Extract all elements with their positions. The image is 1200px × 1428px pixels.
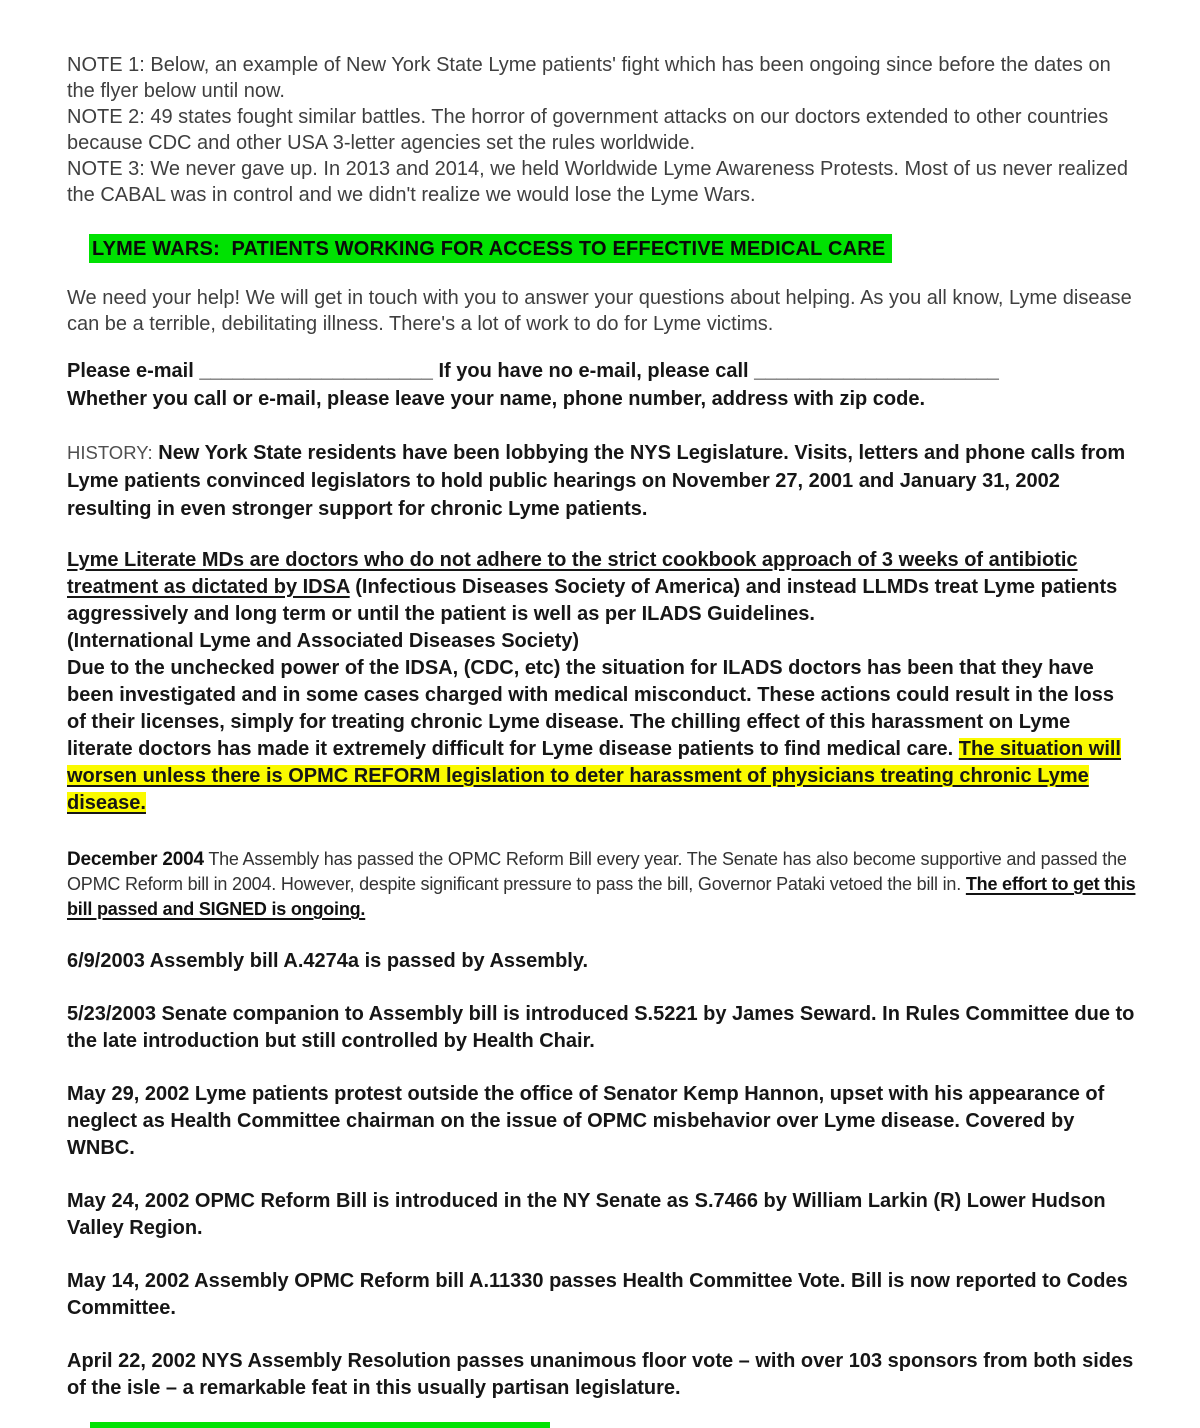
- history-paragraph: [67, 439, 1136, 523]
- timeline-text: Assembly bill A.4274a is passed by Assembly.: [144, 950, 589, 972]
- phone-blank-line: ______________________: [754, 360, 999, 382]
- timeline-entry-2003-05-23: [67, 1001, 1136, 1055]
- timeline-entry-2002-04-22: [67, 1348, 1136, 1402]
- timeline-date: 6/9/2003: [67, 950, 145, 972]
- history-text: New York State residents have been lobbying the NYS Legislature. Visits, letters and phone calls from Lyme patients convinced legislators to hold public hearings on November 27, 2001 and January 31, 2002 resulting in even stronger support for chronic Lyme patients.: [67, 442, 1126, 520]
- timeline-date: 5/23/2003: [67, 1003, 156, 1025]
- email-blank-line: _____________________: [199, 360, 433, 382]
- timeline-text: Lyme patients protest outside the office of Senator Kemp Hannon, upset with his appearance of neglect as Health Committee chairman on the issue of OPMC misbehavior over Lyme disease. Covered by WNBC.: [67, 1083, 1105, 1159]
- contact-line1-lead: Please e-mail: [67, 360, 200, 382]
- timeline-entry-2002-05-29: [67, 1081, 1136, 1162]
- history-label: HISTORY:: [67, 442, 153, 463]
- contact-line1-mid: If you have no e-mail, please call: [432, 360, 755, 382]
- opmc-highlighted-text: The situation will worsen unless there is OPMC REFORM legislation to deter harassment of physicians treating chronic Lyme disease.: [67, 738, 1121, 814]
- llmd-underlined-text: Lyme Literate MDs are doctors who do not adhere to the strict cookbook approach of 3 weeks of antibiotic treatment as dictated by IDSA: [67, 549, 1078, 598]
- timeline-text: OPMC Reform Bill is introduced in the NY Senate as S.7466 by William Larkin (R) Lower Hudson Valley Region.: [67, 1190, 1106, 1239]
- contact-line2: Whether you call or e-mail, please leave your name, phone number, address with zip code.: [67, 388, 926, 410]
- timeline-entry-2003-06-09: [67, 948, 1136, 975]
- llmd-paren-line: (International Lyme and Associated Diseases Society): [67, 630, 580, 652]
- note-paragraph-2: NOTE 2: 49 states fought similar battles. The horror of government attacks on our doctors extended to other countries because CDC and other USA 3-letter agencies set the rules worldwide.: [67, 106, 1109, 154]
- december-emphasis: The effort to get this bill passed and SIGNED is ongoing.: [67, 874, 1136, 919]
- timeline-date: May 29, 2002: [67, 1083, 190, 1105]
- notes-block: [67, 52, 1136, 208]
- timeline-text: Assembly OPMC Reform bill A.11330 passes Health Committee Vote. Bill is now reported to Codes Committee.: [67, 1270, 1128, 1319]
- headline-text: LYME WARS: PATIENTS WORKING FOR ACCESS TO EFFECTIVE MEDICAL CARE: [89, 234, 892, 263]
- contact-paragraph: [67, 357, 1136, 413]
- timeline-date: May 24, 2002: [67, 1190, 190, 1212]
- note-paragraph-1: NOTE 1: Below, an example of New York State Lyme patients' fight which has been ongoing since before the dates on the flyer below until now.: [67, 54, 1111, 102]
- timeline-entry-2002-05-14: [67, 1268, 1136, 1322]
- cutoff-green-highlight-strip: [90, 1422, 550, 1428]
- timeline-text: NYS Assembly Resolution passes unanimous floor vote – with over 103 sponsors from both sides of the isle – a remarkable feat in this usually partisan legislature.: [67, 1350, 1134, 1399]
- opmc-lead-text: Due to the unchecked power of the IDSA, (CDC, etc) the situation for ILADS doctors has been that they have been investigated and in some cases charged with medical misconduct. These actions could result in the loss of their licenses, simply for treating chronic Lyme disease. The chilling effect of this harassment on Lyme literate doctors has made it extremely difficult for Lyme disease patients to find medical care.: [67, 657, 1114, 760]
- headline-banner: [89, 234, 1136, 263]
- timeline-entry-2002-05-24: [67, 1188, 1136, 1242]
- december-date: December 2004: [67, 849, 204, 870]
- llmd-rest-text: (Infectious Diseases Society of America) and instead LLMDs treat Lyme patients aggressively and long term or until the patient is well as per ILADS Guidelines.: [67, 576, 1118, 625]
- intro-paragraph: We need your help! We will get in touch with you to answer your questions about helping. As you all know, Lyme disease can be a terrible, debilitating illness. There's a lot of work to do for Lyme victims.: [67, 287, 1132, 335]
- december-2004-paragraph: [67, 847, 1136, 922]
- december-text: The Assembly has passed the OPMC Reform Bill every year. The Senate has also become supportive and passed the OPMC Reform bill in 2004. However, despite significant pressure to pass the bill, Governor Pataki vetoed the bill in.: [67, 849, 1127, 894]
- timeline-date: April 22, 2002: [67, 1350, 196, 1372]
- timeline-date: May 14, 2002: [67, 1270, 190, 1292]
- note-paragraph-3: NOTE 3: We never gave up. In 2013 and 2014, we held Worldwide Lyme Awareness Protests. Most of us never realized the CABAL was in control and we didn't realize we would lose the Lyme Wars.: [67, 158, 1128, 206]
- llmd-opmc-block: [67, 547, 1136, 817]
- timeline-text: Senate companion to Assembly bill is introduced S.5221 by James Seward. In Rules Committee due to the late introduction but still controlled by Health Chair.: [67, 1003, 1135, 1052]
